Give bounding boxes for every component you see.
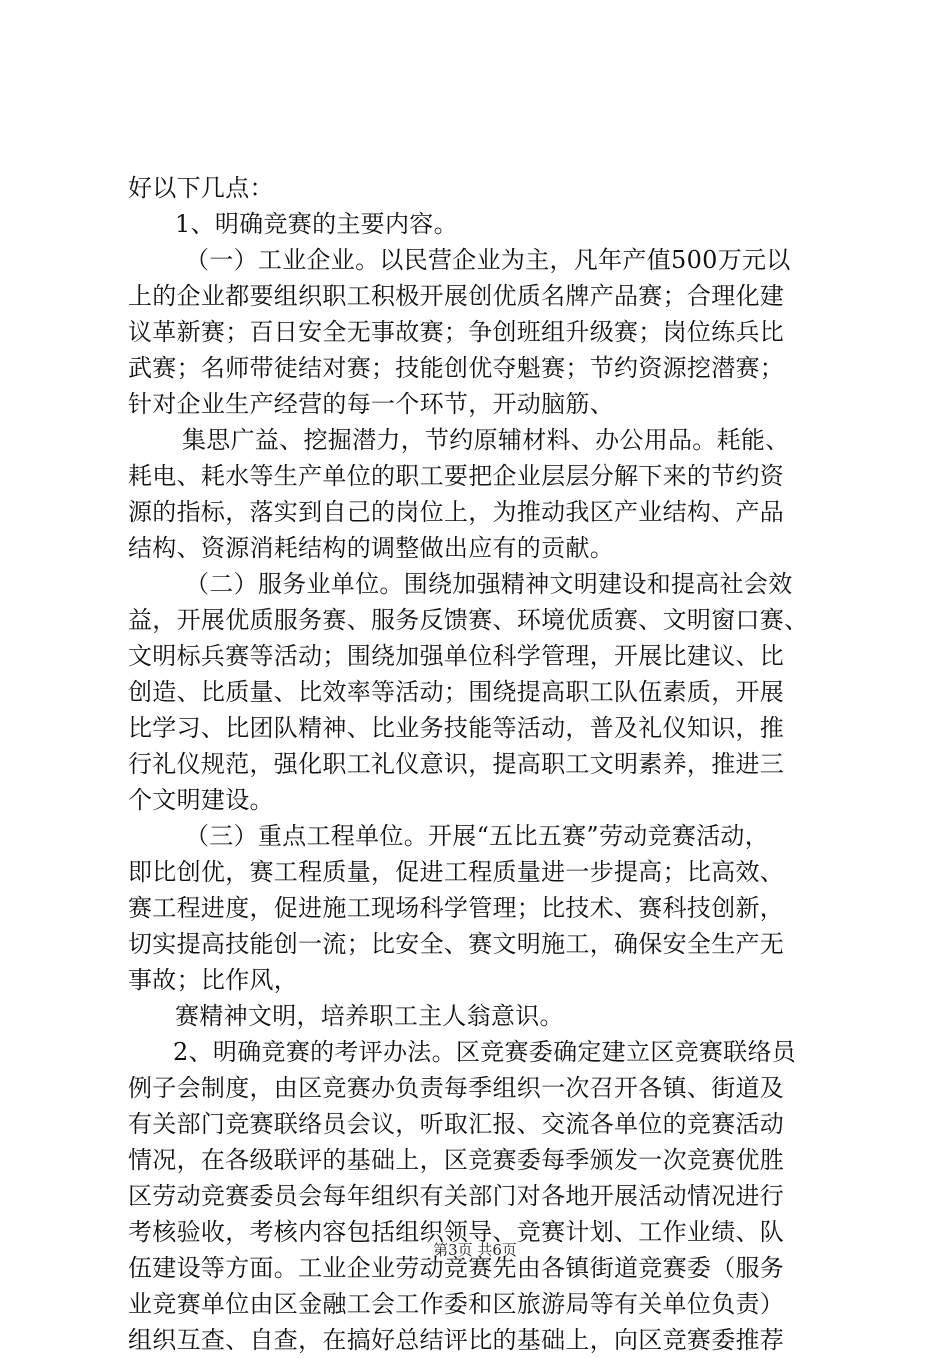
body-text [128,170,828,1358]
text-line: 例子会制度，由区竞赛办负责每季组织一次召开各镇、街道及 [128,1074,785,1102]
text-line: （二）服务业单位。围绕加强精神文明建设和提高社会效 [185,570,793,598]
text-line: 行礼仪规范，强化职工礼仪意识，提高职工文明素养，推进三 [128,750,785,778]
text-line: 源的指标，落实到自己的岗位上，为推动我区产业结构、产品 [128,498,785,526]
text-line: 益，开展优质服务赛、服务反馈赛、环境优质赛、文明窗口赛、 [128,606,809,634]
text-line: 情况，在各级联评的基础上，区竞赛委每季颁发一次竞赛优胜 [128,1146,785,1174]
text-line: 赛工程进度，促进施工现场科学管理；比技术、赛科技创新， [128,894,785,922]
text-line: 创造、比质量、比效率等活动；围绕提高职工队伍素质，开展 [128,678,785,706]
text-line: 文明标兵赛等活动；围绕加强单位科学管理，开展比建议、比 [128,642,785,670]
text-line: 结构、资源消耗结构的调整做出应有的贡献。 [128,534,614,562]
text-line: 切实提高技能创一流；比安全、赛文明施工，确保安全生产无 [128,930,785,958]
text-line: 好以下几点： [128,174,274,202]
text-line: 议革新赛；百日安全无事故赛；争创班组升级赛；岗位练兵比 [128,318,785,346]
page-footer [0,1240,950,1260]
text-line: 业竞赛单位由区金融工会工作委和区旅游局等有关单位负责） [128,1290,785,1318]
text-line: 即比创优，赛工程质量，促进工程质量进一步提高；比高效、 [128,858,785,886]
text-line: 组织互查、自查，在搞好总结评比的基础上，向区竞赛委推荐 [128,1326,785,1354]
text-line: 耗电、耗水等生产单位的职工要把企业层层分解下来的节约资 [128,462,785,490]
page-number-label: 第3页 共6页 [433,1241,517,1259]
text-line: 考核验收，考核内容包括组织领导、竞赛计划、工作业绩、队 [128,1218,785,1246]
text-line: 武赛；名师带徒结对赛；技能创优夺魁赛；节约资源挖潜赛； [128,354,785,382]
text-line: 事故；比作风， [128,966,299,994]
text-line: 区劳动竞赛委员会每年组织有关部门对各地开展活动情况进行 [128,1182,785,1210]
text-line: （一）工业企业。以民营企业为主，凡年产值500万元以 [185,246,791,274]
text-line: 赛精神文明，培养职工主人翁意识。 [175,1002,564,1030]
text-line: 上的企业都要组织职工积极开展创优质名牌产品赛；合理化建 [128,282,785,310]
text-line: 1、明确竞赛的主要内容。 [175,210,458,238]
text-line: 针对企业生产经营的每一个环节，开动脑筋、 [128,390,614,418]
text-line: 2、明确竞赛的考评办法。区竞赛委确定建立区竞赛联络员 [173,1038,797,1066]
text-line: 集思广益、挖掘潜力，节约原辅材料、办公用品。耗能、 [182,426,790,454]
text-line: 比学习、比团队精神、比业务技能等活动，普及礼仪知识，推 [128,714,785,742]
text-line: 个文明建设。 [128,786,274,814]
text-line: 有关部门竞赛联络员会议，听取汇报、交流各单位的竞赛活动 [128,1110,785,1138]
text-line: 伍建设等方面。工业企业劳动竞赛先由各镇街道竞赛委（服务 [128,1254,785,1282]
text-line: （三）重点工程单位。开展“五比五赛”劳动竞赛活动， [185,822,770,850]
